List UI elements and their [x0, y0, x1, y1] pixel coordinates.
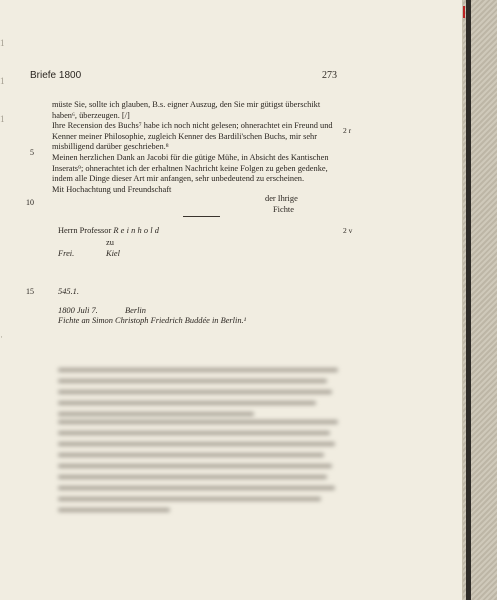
address-frei: Frei.: [58, 249, 75, 258]
letter-line: Mit Hochachtung und Freundschaft: [52, 184, 172, 194]
folio-mark: 2 v: [343, 226, 353, 235]
letter-line: Meinen herzlichen Dank an Jacobi für die gütige Mühe, in Absicht des Kantischen: [52, 152, 329, 162]
letter-line: indem alle Dinge dieser Art mir anfangen, sehr unbedeutend zu erscheinen.: [52, 174, 305, 184]
running-title: Briefe 1800: [30, 70, 82, 81]
letter-body: [52, 100, 342, 195]
line-number: 15: [26, 287, 34, 296]
margin-mark: 1: [0, 114, 5, 124]
letter-date: 1800 Juli 7.: [58, 306, 98, 315]
separator-rule: [183, 216, 220, 217]
recipient-name: Reinhold: [113, 226, 162, 235]
letter-heading: Fichte an Simon Christoph Friedrich Buddée in Berlin.¹: [58, 316, 247, 325]
folio-mark: 2 r: [343, 126, 352, 135]
letter-line: haben⁶, überzeugen. [/]: [52, 110, 130, 120]
letter-line: misbilligend darüber geschrieben.⁸: [52, 142, 169, 152]
letter-line: Ihre Recension des Buchs⁷ habe ich noch nicht gelesen; ohnerachtet ein Freund und: [52, 121, 333, 131]
margin-mark: 1: [0, 38, 5, 48]
address-city: Kiel: [106, 249, 120, 258]
address-zu: zu: [106, 238, 114, 247]
margin-mark: 1: [0, 76, 5, 86]
letter-line: Kenner meiner Philosophie, zugleich Kenner des Bardili'schen Buchs, mir sehr: [52, 131, 318, 141]
letter-number: 545.1.: [58, 287, 79, 296]
closing-formula: der Ihrige: [265, 194, 298, 203]
book-spine-stripe: [466, 0, 471, 600]
address-prefix: Herrn Professor: [58, 226, 112, 235]
margin-mark: ·: [0, 332, 3, 342]
signature: Fichte: [273, 205, 294, 214]
line-number: 5: [30, 148, 34, 157]
address-line: [58, 226, 161, 235]
book-edge: [457, 0, 497, 600]
page-number: 273: [322, 70, 337, 81]
letter-place: Berlin: [125, 306, 146, 315]
blurred-footnotes-block: [58, 368, 338, 423]
letter-line: Inserats⁹; ohnerachtet ich der erhaltnen Nachricht keine Folgen zu geben gedenke,: [52, 163, 328, 173]
blurred-notes-block: [58, 420, 338, 519]
line-number: 10: [26, 198, 34, 207]
letter-line: müste Sie, sollte ich glauben, B.s. eigner Auszug, den Sie mir gütigst überschikt: [52, 100, 321, 109]
